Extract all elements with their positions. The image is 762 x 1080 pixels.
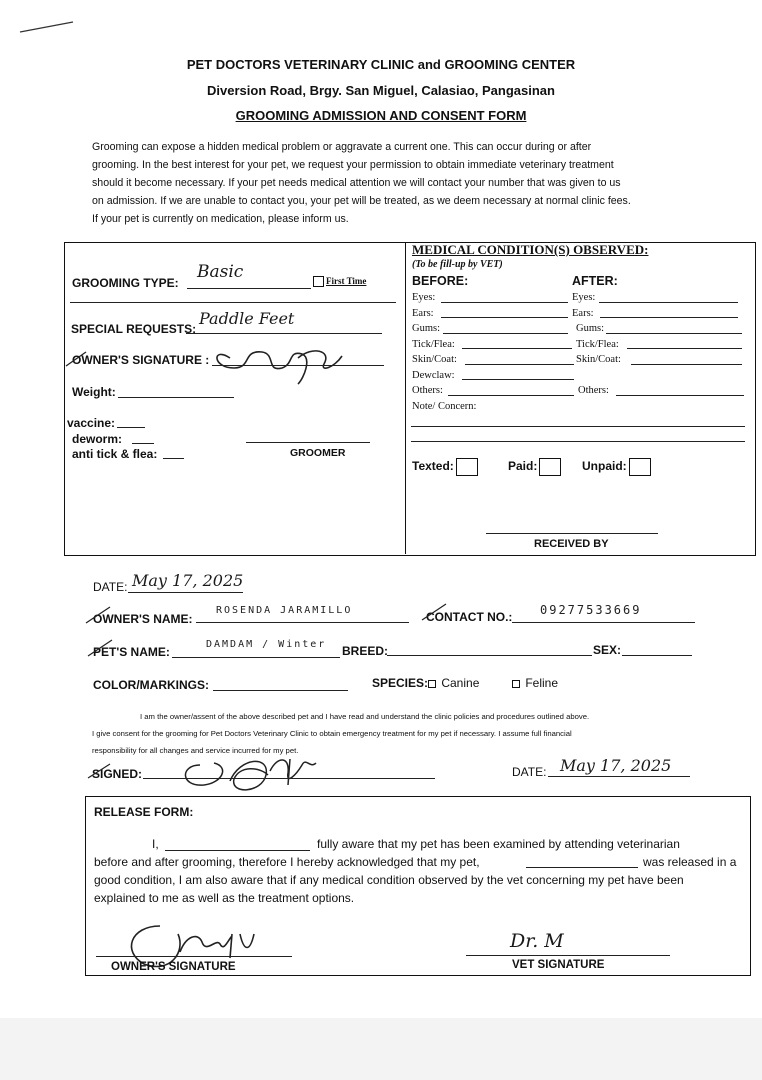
- after-fields: [572, 290, 621, 399]
- canine-option[interactable]: [428, 676, 479, 690]
- consent-line: responsibility for all changes and service incurred for my pet.: [92, 746, 299, 755]
- after-line: [600, 317, 738, 318]
- before-field: Skin/Coat:: [412, 354, 457, 365]
- first-time-checkbox[interactable]: [313, 276, 324, 287]
- groomer-line: [246, 442, 370, 443]
- before-field: Ears:: [412, 307, 434, 319]
- color-label: COLOR/MARKINGS:: [93, 678, 209, 692]
- pet-name-value[interactable]: DAMDAM / Winter: [206, 639, 327, 650]
- signed-date-line: [548, 776, 690, 777]
- special-requests-label: SPECIAL REQUESTS:: [71, 322, 197, 336]
- contact-label: CONTACT NO.:: [426, 610, 513, 624]
- vet-sig-value[interactable]: Dr. M: [510, 930, 564, 952]
- groomer-label: GROOMER: [290, 447, 346, 459]
- after-field: Gums:: [576, 323, 605, 334]
- release-line-2b: was released in a: [643, 855, 737, 869]
- before-line: [465, 364, 574, 365]
- signed-date-value[interactable]: May 17, 2025: [560, 756, 672, 775]
- pet-name-line: [172, 657, 340, 658]
- release-pet-line: [526, 867, 638, 868]
- grooming-type-line: [187, 288, 311, 289]
- special-requests-line: [186, 333, 382, 334]
- owner-name-value[interactable]: ROSENDA JARAMILLO: [216, 605, 353, 616]
- contact-check-mark: [420, 600, 450, 622]
- after-field: Eyes:: [572, 292, 596, 303]
- first-time-label: First Time: [326, 276, 367, 286]
- clinic-name: PET DOCTORS VETERINARY CLINIC and GROOMING CENTER: [186, 57, 576, 72]
- scan-edge: [0, 1018, 762, 1080]
- after-line: [631, 364, 742, 365]
- grooming-type-value[interactable]: Basic: [197, 262, 244, 282]
- owner-name-label: OWNER'S NAME:: [93, 612, 193, 626]
- before-line: [448, 395, 574, 396]
- intro-paragraph: [92, 138, 712, 228]
- signed-date-label: DATE:: [512, 765, 547, 779]
- release-i: I,: [152, 837, 159, 851]
- release-line-1b: fully aware that my pet has been examined by attending veterinarian: [317, 837, 680, 851]
- grooming-type-label: GROOMING TYPE:: [72, 276, 179, 290]
- before-line: [441, 317, 568, 318]
- vet-sig-line: [466, 955, 670, 956]
- after-field: Skin/Coat:: [576, 354, 621, 365]
- first-time-option[interactable]: [313, 276, 366, 287]
- consent-line: I am the owner/assent of the above described pet and I have read and understand the clinic policies and procedures outlined above.: [140, 712, 590, 721]
- clinic-address: Diversion Road, Brgy. San Miguel, Calasiao, Pangasinan: [207, 83, 555, 98]
- weight-line: [118, 397, 234, 398]
- owner-signature-label: OWNER'S SIGNATURE :: [72, 353, 210, 367]
- deworm-label: deworm:: [72, 432, 123, 446]
- before-line: [441, 302, 568, 303]
- texted-label: Texted:: [412, 459, 454, 474]
- canine-label: Canine: [441, 676, 480, 690]
- owner-signature-scribble: [62, 338, 352, 390]
- release-name-line: [165, 850, 310, 851]
- note-label: Note/ Concern:: [412, 400, 477, 412]
- before-field: Eyes:: [412, 292, 436, 303]
- before-line: [462, 348, 572, 349]
- after-line: [599, 302, 738, 303]
- after-line: [606, 333, 742, 334]
- before-field: Dewclaw:: [412, 369, 455, 381]
- medical-title: MEDICAL CONDITION(S) OBSERVED:: [412, 242, 649, 257]
- consent-line: I give consent for the grooming for Pet Doctors Veterinary Clinic to obtain emergency treatment for my pet if necessary. I assume full financial: [92, 729, 572, 738]
- intro-line: should it become necessary. If your pet needs medical attention we will contact your number that was given to us: [92, 177, 621, 189]
- before-line: [462, 379, 574, 380]
- pen-mark: [18, 18, 78, 38]
- form-title: GROOMING ADMISSION AND CONSENT FORM: [235, 108, 527, 123]
- sex-label: SEX:: [593, 643, 622, 657]
- release-line-3: good condition, I am also aware that if any medical condition observed by the vet concerning my pet have been: [94, 873, 684, 887]
- vaccine-line: [117, 427, 145, 428]
- species-label: SPECIES:: [372, 676, 429, 690]
- anti-tick-label: anti tick & flea:: [72, 447, 158, 461]
- note-line: [411, 441, 745, 442]
- release-line-4: explained to me as well as the treatment options.: [94, 891, 355, 905]
- after-label: AFTER:: [572, 274, 618, 288]
- anti-tick-line: [163, 458, 184, 459]
- date-line: [128, 592, 243, 593]
- intro-line: on admission. If we are unable to contact you, your pet will be treated, as we deem necessary at normal clinic fees.: [92, 195, 631, 207]
- unpaid-field[interactable]: [582, 458, 651, 476]
- grooming-extra-line: [70, 302, 396, 303]
- pet-name-label: PET'S NAME:: [93, 645, 170, 659]
- owner-name-line: [196, 622, 409, 623]
- signed-signature-scribble: [170, 745, 330, 797]
- paid-field[interactable]: [508, 458, 561, 476]
- deworm-line: [132, 443, 154, 444]
- signed-check-mark: [86, 758, 116, 780]
- paid-checkbox[interactable]: [539, 458, 561, 476]
- sex-line: [622, 655, 692, 656]
- canine-checkbox[interactable]: [428, 680, 436, 688]
- after-field: Tick/Flea:: [576, 338, 619, 350]
- before-line: [443, 333, 568, 334]
- texted-checkbox[interactable]: [456, 458, 478, 476]
- after-field: [572, 368, 621, 384]
- medical-subtitle: (To be fill-up by VET): [412, 259, 503, 270]
- breed-line: [387, 655, 592, 656]
- after-line: [616, 395, 744, 396]
- intro-line: grooming. In the best interest for your pet, we request your permission to obtain immediate veterinary treatment: [92, 159, 614, 171]
- signed-label: SIGNED:: [92, 767, 143, 781]
- breed-label: BREED:: [342, 644, 389, 658]
- date-value[interactable]: May 17, 2025: [132, 571, 244, 590]
- after-field: Ears:: [572, 307, 594, 319]
- feline-label: Feline: [525, 676, 559, 690]
- weight-label: Weight:: [72, 385, 116, 399]
- texted-field[interactable]: [412, 458, 478, 476]
- owner-sig-label: OWNER'S SIGNATURE: [111, 961, 236, 973]
- received-by-label: RECEIVED BY: [534, 538, 609, 550]
- unpaid-label: Unpaid:: [582, 459, 627, 474]
- before-label: BEFORE:: [412, 274, 469, 288]
- contact-value[interactable]: 09277533669: [540, 603, 642, 617]
- special-requests-value[interactable]: Paddle Feet: [199, 309, 295, 328]
- release-line-1: [152, 837, 159, 851]
- unpaid-checkbox[interactable]: [629, 458, 651, 476]
- before-field: Gums:: [412, 323, 441, 334]
- received-by-line: [486, 533, 658, 534]
- feline-option[interactable]: [512, 676, 558, 690]
- release-line-2a: before and after grooming, therefore I hereby acknowledged that my pet,: [94, 855, 480, 869]
- feline-checkbox[interactable]: [512, 680, 520, 688]
- color-line: [213, 690, 348, 691]
- owner-sig-line: [96, 956, 292, 957]
- paid-label: Paid:: [508, 459, 538, 474]
- owner-name-check-mark: [84, 603, 114, 625]
- before-field: Tick/Flea:: [412, 338, 455, 350]
- intro-line: If your pet is currently on medication, please inform us.: [92, 213, 349, 225]
- contact-line: [512, 622, 695, 623]
- table-divider: [405, 243, 406, 554]
- vaccine-label: vaccine:: [67, 416, 116, 430]
- vet-sig-label: VET SIGNATURE: [512, 959, 605, 971]
- pet-name-check-mark: [86, 636, 116, 658]
- after-field: Others:: [578, 385, 609, 396]
- intro-line: Grooming can expose a hidden medical problem or aggravate a current one. This can occur during or after: [92, 141, 592, 153]
- date-label: DATE:: [93, 580, 128, 594]
- release-title: RELEASE FORM:: [94, 805, 194, 819]
- after-line: [627, 348, 742, 349]
- before-field: Others:: [412, 385, 443, 396]
- note-line: [411, 426, 745, 427]
